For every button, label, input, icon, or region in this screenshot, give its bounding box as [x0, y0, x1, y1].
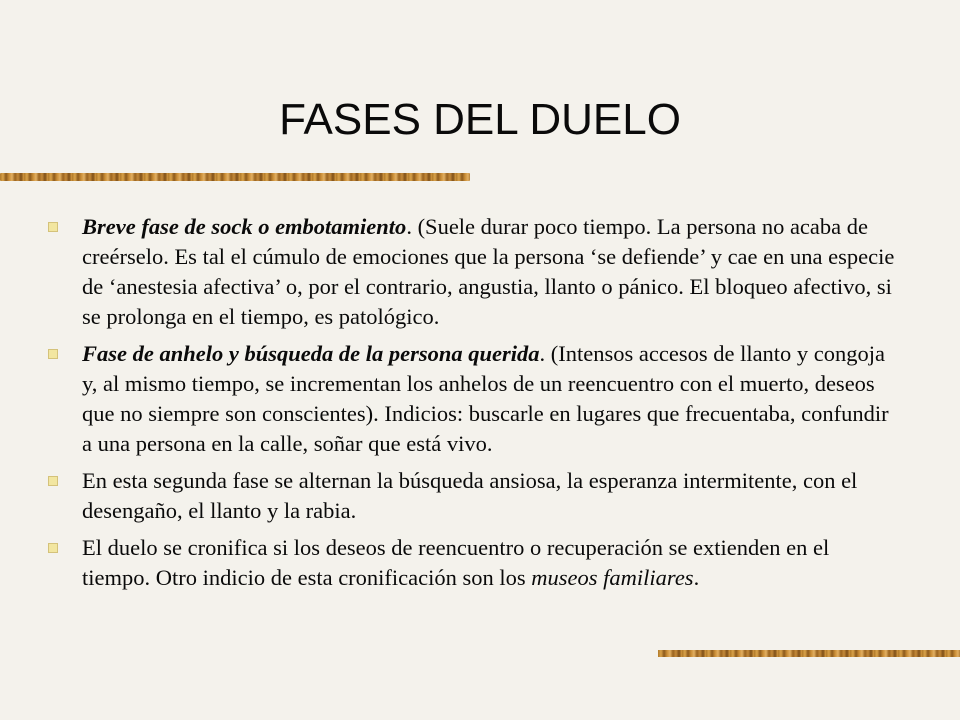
bullet-lead: Breve fase de sock o embotamiento: [82, 214, 407, 239]
bullet-text: El duelo se cronifica si los deseos de reencuentro o recuperación se extienden en el tiempo. Otro indicio de esta cronificación son los: [82, 535, 830, 590]
bullet-item-3: [48, 466, 898, 526]
bullet-italic-term: museos familiares: [531, 565, 694, 590]
bullet-item-1: [48, 212, 898, 332]
bullet-lead: Fase de anhelo y búsqueda de la persona querida: [82, 341, 540, 366]
bullet-item-4: [48, 533, 898, 593]
square-bullet-icon: [48, 543, 58, 553]
bullet-end: .: [693, 565, 700, 590]
bullet-item-2: [48, 339, 898, 459]
title-underline-rule: [0, 173, 470, 181]
square-bullet-icon: [48, 222, 58, 232]
bullet-text: En esta segunda fase se alternan la búsqueda ansiosa, la esperanza intermitente, con el desengaño, el llanto y la rabia.: [82, 468, 858, 523]
bullet-text: . (Suele durar poco tiempo. La persona no acaba de creérselo. Es tal el cúmulo de emociones que la persona ‘se defiende’ y cae en una especie de ‘anestesia afectiva’ o, por el contrario, angustia, llanto o pánico. El bloqueo afectivo, si se prolonga en el tiempo, es patológico.: [82, 214, 895, 329]
square-bullet-icon: [48, 349, 58, 359]
bullet-text: . (Intensos accesos de llanto y congoja y, al mismo tiempo, se incrementan los anhelos de un reencuentro con el muerto, deseos que no siempre son conscientes). Indicios: buscarle en lugares que frecuentaba, confundir a una persona en la calle, soñar que está vivo.: [82, 341, 889, 456]
slide-title: FASES DEL DUELO: [279, 95, 681, 144]
bullet-list: [48, 212, 898, 600]
square-bullet-icon: [48, 476, 58, 486]
decorative-rule-bottom: [658, 650, 960, 657]
